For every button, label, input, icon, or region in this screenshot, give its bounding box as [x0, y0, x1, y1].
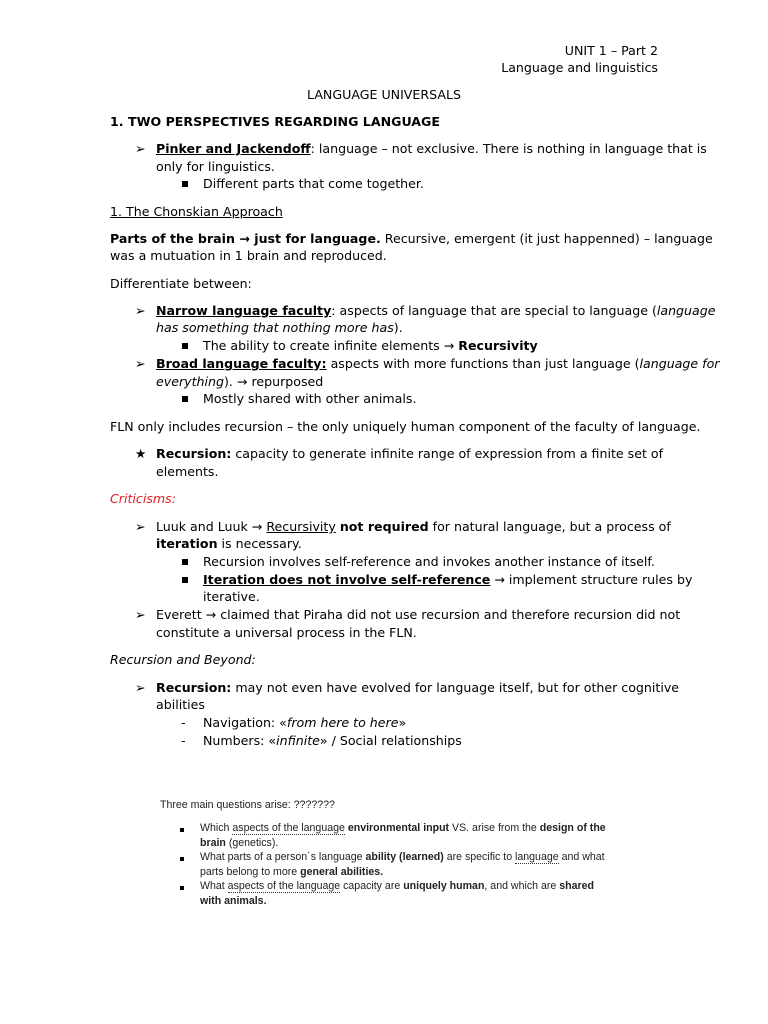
beyond-rec-line-2: abilities: [156, 697, 205, 712]
nav-a: Navigation: «: [203, 715, 287, 730]
recursion-text-1: capacity to generate infinite range of expression from a finite set of: [231, 446, 664, 461]
section-heading: TWO PERSPECTIVES REGARDING LANGUAGE: [128, 114, 440, 129]
numbers-item: [203, 732, 462, 750]
q2-g: general abilities.: [300, 866, 384, 878]
square-bullet-icon: [182, 559, 188, 565]
q1-h: (genetics).: [225, 837, 279, 849]
arrow-bullet-icon: ➢: [135, 519, 146, 534]
q1-e: VS. arise from the: [449, 822, 540, 834]
beyond-rec-line-1: [156, 679, 679, 697]
inset-q3-line1: [200, 879, 594, 894]
arrow-bullet-icon: ➢: [135, 141, 146, 156]
inset-q3-line2: [200, 894, 267, 909]
differentiate-text: Differentiate between:: [110, 276, 252, 291]
broad-line-1: [156, 355, 719, 373]
num-b: infinite: [276, 733, 320, 748]
narrow-line-1: [156, 302, 716, 320]
q3-d: uniquely human: [403, 880, 485, 892]
broad-sub: Mostly shared with other animals.: [203, 391, 417, 406]
page-title: LANGUAGE UNIVERSALS: [307, 87, 461, 102]
beyond-rec-label: Recursion:: [156, 680, 232, 695]
sub2-rest: → implement structure rules by: [490, 572, 693, 587]
square-bullet-icon: [182, 577, 188, 583]
pinker-text-1: : language – not exclusive. There is nothing in language that is: [310, 141, 707, 156]
inset-q1-line2: [200, 836, 278, 851]
q3-a: What: [200, 880, 228, 892]
narrow-end: ).: [393, 320, 403, 335]
broad-label: Broad language faculty:: [156, 356, 327, 371]
luuk-a: Luuk and Luuk →: [156, 519, 267, 534]
q3-c: capacity are: [340, 880, 404, 892]
q3-g: with animals.: [200, 895, 267, 907]
everett-line-1: Everett → claimed that Piraha did not use recursion and therefore recursion did not: [156, 607, 681, 622]
narrow-sub-text: The ability to create infinite elements →: [203, 338, 459, 353]
inset-q1-line1: [200, 821, 606, 836]
recursion-label: Recursion:: [156, 446, 232, 461]
narrow-label: Narrow language faculty: [156, 303, 332, 318]
pinker-name: Pinker and Jackendoff: [156, 141, 311, 156]
arrow-bullet-icon: ➢: [135, 303, 146, 318]
narrow-sub-bold: Recursivity: [458, 338, 538, 353]
luuk-e: iteration: [156, 536, 218, 551]
square-bullet-icon: [180, 828, 184, 832]
q1-d: environmental input: [347, 822, 450, 834]
dash-bullet-icon: -: [181, 733, 186, 748]
criticisms-sub-2-line2: iterative.: [203, 589, 260, 604]
luuk-f: is necessary.: [217, 536, 302, 551]
q3-f: shared: [559, 880, 594, 892]
luuk-line-1: [156, 518, 671, 536]
num-a: Numbers: «: [203, 733, 277, 748]
recursion-line-2: elements.: [156, 464, 219, 479]
q2-f: parts belong to more: [200, 866, 301, 878]
luuk-line-2: [156, 535, 302, 553]
chomsky-heading: 1. The Chonskian Approach: [110, 204, 283, 219]
chomsky-p1: [110, 230, 713, 248]
header-subject: Language and linguistics: [501, 60, 658, 75]
beyond-rec-text-1: may not even have evolved for language itself, but for other cognitive: [231, 680, 680, 695]
nav-b: from here to here: [286, 715, 399, 730]
q3-b: aspects of the language: [227, 880, 341, 892]
recursion-line-1: [156, 445, 663, 463]
everett-line-2: constitute a universal process in the FLN.: [156, 625, 417, 640]
sub2-bold: Iteration does not involve self-reference: [203, 572, 491, 587]
q1-f: design of the: [539, 822, 606, 834]
narrow-line-2: [156, 319, 403, 337]
pinker-line-1: [156, 140, 707, 158]
broad-text: aspects with more functions than just language (: [326, 356, 640, 371]
luuk-d: for natural language, but a process of: [428, 519, 671, 534]
q1-b: aspects of the language: [232, 822, 345, 834]
q1-a: Which: [200, 822, 233, 834]
broad-line-2: [156, 373, 323, 391]
arrow-bullet-icon: ➢: [135, 607, 146, 622]
q2-e: and what: [558, 851, 605, 863]
luuk-c: not required: [339, 519, 429, 534]
square-bullet-icon: [180, 886, 184, 890]
chomsky-p1-rest: Recursive, emergent (it just happenned) – language: [380, 231, 713, 246]
broad-italic-1: language for: [639, 356, 720, 371]
q3-e: , and which are: [484, 880, 560, 892]
inset-q2-line2: [200, 865, 383, 880]
nav-c: »: [398, 715, 407, 730]
inset-heading: Three main questions arise: ???????: [160, 799, 335, 811]
section-number: 1.: [110, 114, 124, 129]
narrow-italic-2: has something that nothing more has: [156, 320, 394, 335]
broad-end: ). → repurposed: [223, 374, 324, 389]
q2-a: What parts of a person´s language: [200, 851, 366, 863]
pinker-sub: Different parts that come together.: [203, 176, 424, 191]
narrow-text: : aspects of language that are special to language (: [331, 303, 657, 318]
q2-d: language: [515, 851, 559, 863]
star-bullet-icon: ★: [135, 446, 147, 461]
navigation-item: [203, 714, 406, 732]
beyond-heading: Recursion and Beyond:: [110, 652, 256, 667]
header-unit: UNIT 1 – Part 2: [564, 43, 658, 58]
chomsky-p1-bold: Parts of the brain → just for language.: [110, 231, 381, 246]
pinker-line-2: only for linguistics.: [156, 159, 275, 174]
chomsky-p1-line2: was a mutuation in 1 brain and reproduced.: [110, 248, 387, 263]
square-bullet-icon: [182, 396, 188, 402]
narrow-sub: [203, 337, 538, 355]
arrow-bullet-icon: ➢: [135, 680, 146, 695]
luuk-b: Recursivity: [266, 519, 336, 534]
square-bullet-icon: [182, 343, 188, 349]
criticisms-sub-2: [203, 571, 692, 589]
square-bullet-icon: [180, 857, 184, 861]
q1-g: brain: [200, 837, 226, 849]
inset-q2-line1: [200, 850, 605, 865]
square-bullet-icon: [182, 181, 188, 187]
criticisms-sub-1: Recursion involves self-reference and invokes another instance of itself.: [203, 554, 655, 569]
q2-b: ability (learned): [365, 851, 444, 863]
fln-text: FLN only includes recursion – the only uniquely human component of the faculty of language.: [110, 419, 701, 434]
criticisms-heading: Criticisms:: [110, 491, 176, 506]
narrow-italic-1: language: [656, 303, 716, 318]
arrow-bullet-icon: ➢: [135, 356, 146, 371]
dash-bullet-icon: -: [181, 715, 186, 730]
broad-italic-2: everything: [156, 374, 224, 389]
num-c: » / Social relationships: [319, 733, 462, 748]
q2-c: are specific to: [443, 851, 516, 863]
